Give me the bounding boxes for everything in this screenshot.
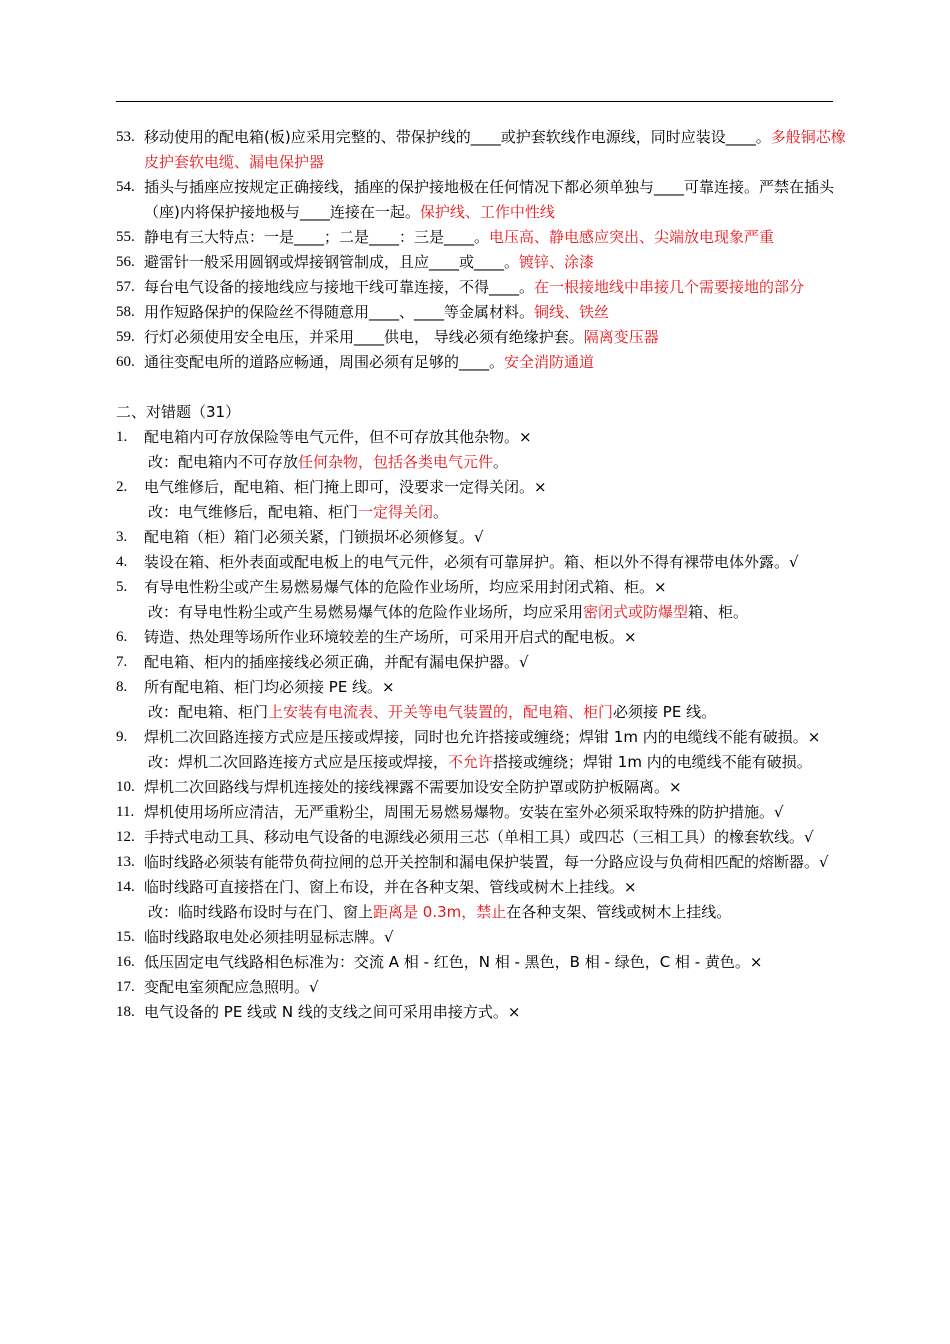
question-item	[116, 175, 856, 225]
statement-item	[116, 950, 856, 975]
correction-prefix: 改：配电箱、柜门	[148, 703, 269, 721]
statement-number: 15.	[116, 929, 135, 945]
correction-suffix: 在各种支架、管线或树木上挂线。	[506, 903, 732, 921]
statement-text: 手持式电动工具、移动电气设备的电源线必须用三芯（单相工具）或四芯（三相工具）的橡套软线。√	[144, 828, 814, 846]
statement-text: 变配电室须配应急照明。√	[144, 978, 319, 996]
question-text: 通往变配电所的道路应畅通，周围必须有足够的____。	[144, 353, 505, 371]
question-item	[116, 225, 856, 250]
statement-item	[116, 825, 856, 850]
question-text: 用作短路保护的保险丝不得随意用____、____等金属材料。	[144, 303, 535, 321]
statement-text: 临时线路可直接搭在门、窗上布设，并在各种支架、管线或树木上挂线。×	[144, 878, 637, 896]
statement-text: 铸造、热处理等场所作业环境较差的生产场所，可采用开启式的配电板。×	[144, 628, 637, 646]
statement-text: 临时线路取电处必须挂明显标志牌。√	[144, 928, 394, 946]
correction-line	[116, 450, 856, 475]
question-item	[116, 125, 856, 175]
statement-text: 配电箱（柜）箱门必须关紧，门锁损坏必须修复。√	[144, 528, 484, 546]
answer-text: 镀锌、涂漆	[519, 253, 595, 271]
question-number: 54.	[116, 179, 135, 195]
correction-suffix: 。	[493, 453, 509, 471]
statement-number: 12.	[116, 829, 135, 845]
statement-number: 7.	[116, 654, 128, 670]
statement-item	[116, 675, 856, 700]
answer-text: 电压高、静电感应突出、尖端放电现象严重	[489, 228, 775, 246]
statement-text: 电气设备的 PE 线或 N 线的支线之间可采用串接方式。×	[144, 1003, 521, 1021]
correction-prefix: 改：电气维修后，配电箱、柜门	[148, 503, 359, 521]
statement-text: 低压固定电气线路相色标准为：交流 A 相 - 红色，N 相 - 黑色，B 相 - 绿色，C 相 - 黄色。×	[144, 953, 763, 971]
answer-text: 隔离变压器	[583, 328, 659, 346]
statement-item	[116, 425, 856, 450]
question-item	[116, 275, 856, 300]
statement-item	[116, 925, 856, 950]
correction-prefix: 改：有导电性粉尘或产生易燃易爆气体的危险作业场所，均应采用	[148, 603, 584, 621]
question-item	[116, 300, 856, 325]
statement-number: 10.	[116, 779, 135, 795]
correction-highlight: 距离是 0.3m，禁止	[373, 903, 507, 921]
statement-text: 焊机二次回路线与焊机连接处的接线裸露不需要加设安全防护罩或防护板隔离。×	[144, 778, 682, 796]
statement-item	[116, 550, 856, 575]
question-item	[116, 325, 856, 350]
correction-highlight: 不允许	[448, 753, 494, 771]
true-false-list	[116, 425, 856, 1025]
correction-prefix: 改：临时线路布设时与在门、窗上	[148, 903, 374, 921]
question-number: 57.	[116, 279, 135, 295]
statement-number: 9.	[116, 729, 128, 745]
statement-text: 焊机使用场所应清洁，无严重粉尘，周围无易燃易爆物。安装在室外必须采取特殊的防护措施。√	[144, 803, 784, 821]
question-number: 58.	[116, 304, 135, 320]
statement-number: 16.	[116, 954, 135, 970]
statement-item	[116, 850, 856, 875]
correction-highlight: 一定得关闭	[358, 503, 434, 521]
statement-number: 18.	[116, 1004, 135, 1020]
question-number: 56.	[116, 254, 135, 270]
statement-item	[116, 975, 856, 1000]
correction-line	[116, 500, 856, 525]
correction-highlight: 密闭式或防爆型	[583, 603, 689, 621]
statement-text: 焊机二次回路连接方式应是压接或焊接，同时也允许搭接或缠绕；焊钳 1m 内的电缆线不能有破损。×	[144, 728, 821, 746]
question-text: 行灯必须使用安全电压，并采用____供电， 导线必须有绝缘护套。	[144, 328, 584, 346]
statement-number: 8.	[116, 679, 128, 695]
statement-item	[116, 875, 856, 900]
statement-item	[116, 775, 856, 800]
statement-text: 电气维修后，配电箱、柜门掩上即可，没要求一定得关闭。×	[144, 478, 547, 496]
question-text: 插头与插座应按规定正确接线，插座的保护接地极在任何情况下都必须单独与____可靠连接。严禁在插头（座)内将保护接地极与____连接在一起。	[144, 178, 835, 221]
correction-line	[116, 750, 856, 775]
statement-item	[116, 475, 856, 500]
question-number: 53.	[116, 129, 135, 145]
statement-number: 5.	[116, 579, 128, 595]
statement-number: 11.	[116, 804, 135, 820]
correction-highlight: 上安装有电流表、开关等电气装置的，配电箱、柜门	[268, 703, 614, 721]
question-item	[116, 350, 856, 375]
statement-number: 2.	[116, 479, 128, 495]
statement-item	[116, 800, 856, 825]
correction-suffix: 必须接 PE 线。	[613, 703, 717, 721]
statement-item	[116, 525, 856, 550]
question-text: 每台电气设备的接地线应与接地干线可靠连接，不得____。	[144, 278, 535, 296]
statement-number: 3.	[116, 529, 128, 545]
question-text: 避雷针一般采用圆钢或焊接钢管制成，且应____或____。	[144, 253, 520, 271]
question-item	[116, 250, 856, 275]
answer-text: 在一根接地线中串接几个需要接地的部分	[534, 278, 805, 296]
question-text: 移动使用的配电箱(板)应采用完整的、带保护线的____或护套软线作电源线，同时应装设____。	[144, 128, 771, 146]
answer-text: 多般铜芯橡皮护套软电缆、漏电保护器	[144, 128, 846, 171]
document-body	[116, 125, 856, 1025]
statement-text: 配电箱、柜内的插座接线必须正确，并配有漏电保护器。√	[144, 653, 529, 671]
statement-text: 临时线路必须装有能带负荷拉闸的总开关控制和漏电保护装置，每一分路应设与负荷相匹配的熔断器。√	[144, 853, 829, 871]
statement-item	[116, 575, 856, 600]
correction-prefix: 改：配电箱内不可存放	[148, 453, 299, 471]
statement-number: 6.	[116, 629, 128, 645]
section-title: 二、对错题（31）	[116, 403, 241, 421]
question-text: 静电有三大特点：一是____；二是____：三是____。	[144, 228, 490, 246]
correction-line	[116, 900, 856, 925]
statement-number: 14.	[116, 879, 135, 895]
answer-text: 保护线、工作中性线	[419, 203, 555, 221]
question-number: 60.	[116, 354, 135, 370]
statement-number: 4.	[116, 554, 128, 570]
correction-suffix: 搭接或缠绕；焊钳 1m 内的电缆线不能有破损。	[493, 753, 812, 771]
fill-in-list	[116, 125, 856, 375]
statement-item	[116, 725, 856, 750]
correction-line	[116, 600, 856, 625]
statement-text: 有导电性粉尘或产生易燃易爆气体的危险作业场所，均应采用封闭式箱、柜。×	[144, 578, 667, 596]
statement-item	[116, 625, 856, 650]
correction-suffix: 箱、柜。	[688, 603, 749, 621]
statement-text: 所有配电箱、柜门均必须接 PE 线。×	[144, 678, 395, 696]
statement-item	[116, 650, 856, 675]
answer-text: 铜线、铁丝	[534, 303, 610, 321]
statement-number: 13.	[116, 854, 135, 870]
header-rule	[116, 101, 833, 102]
statement-text: 装设在箱、柜外表面或配电板上的电气元件，必须有可靠屏护。箱、柜以外不得有裸带电体外露。√	[144, 553, 799, 571]
correction-line	[116, 700, 856, 725]
statement-text: 配电箱内可存放保险等电气元件，但不可存放其他杂物。×	[144, 428, 532, 446]
statement-number: 1.	[116, 429, 128, 445]
statement-number: 17.	[116, 979, 135, 995]
statement-item	[116, 1000, 856, 1025]
question-number: 59.	[116, 329, 135, 345]
correction-suffix: 。	[433, 503, 449, 521]
correction-highlight: 任何杂物，包括各类电气元件	[298, 453, 494, 471]
correction-prefix: 改：焊机二次回路连接方式应是压接或焊接，	[148, 753, 449, 771]
answer-text: 安全消防通道	[504, 353, 595, 371]
question-number: 55.	[116, 229, 135, 245]
